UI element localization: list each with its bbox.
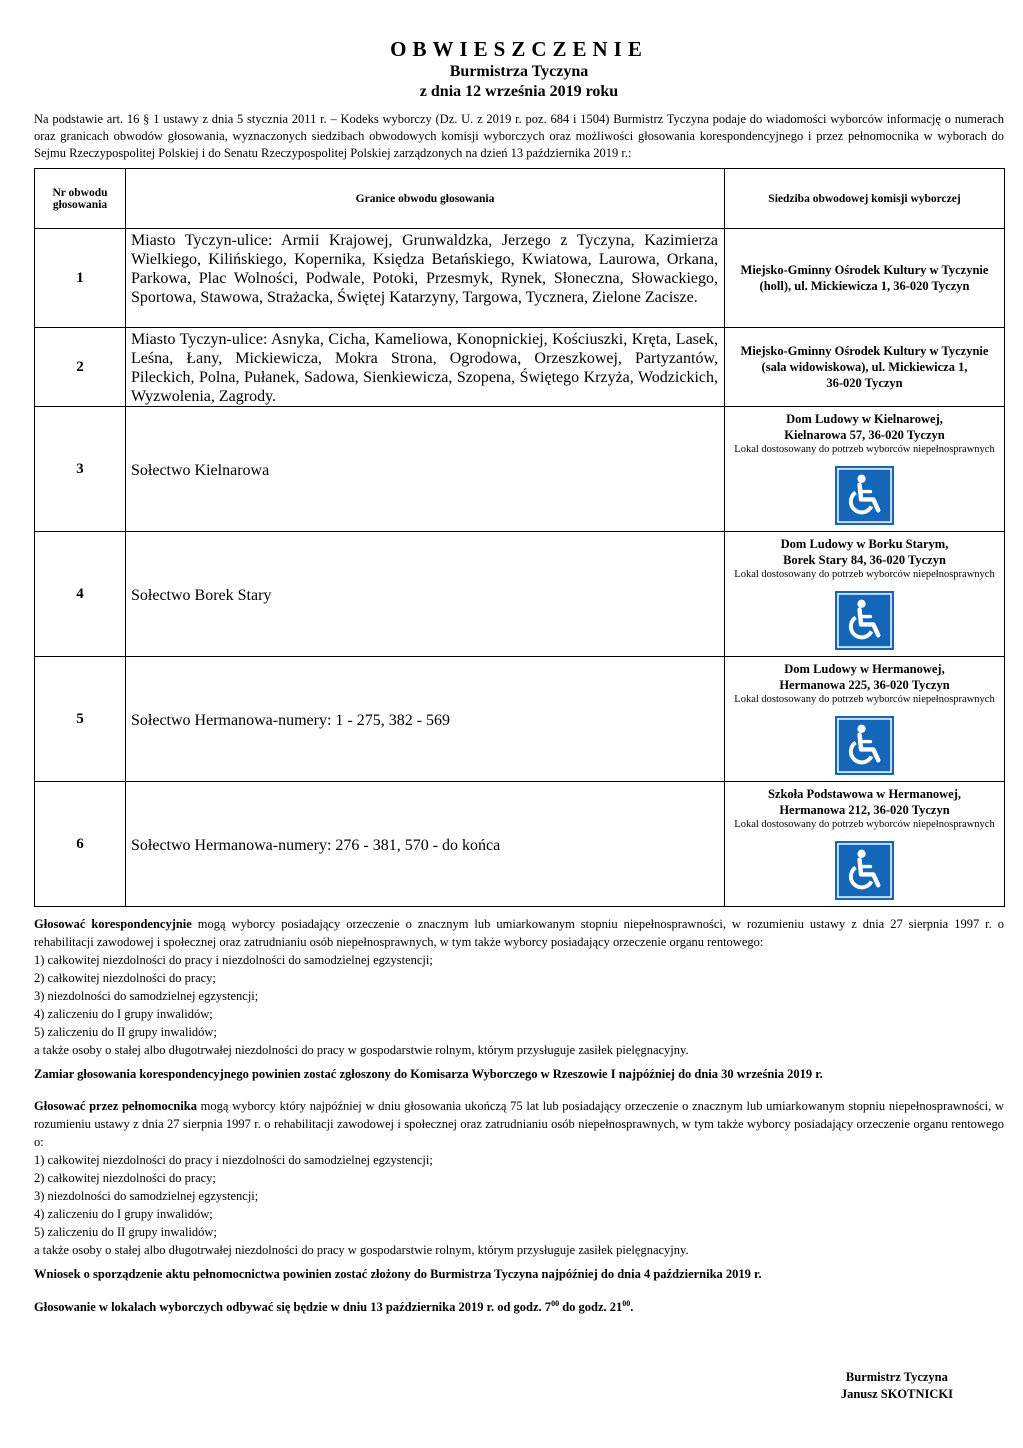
seat-line-2: (sala widowiskowa), ul. Mickiewicza 1, — [761, 359, 968, 374]
document-subtitle: Burmistrza Tyczyna — [449, 63, 589, 80]
seat-line-1: Miejsko-Gminny Ośrodek Kultury w Tyczynie — [740, 262, 989, 277]
accessibility-note: Lokal dostosowany do potrzeb wyborców niepełnosprawnych — [734, 694, 995, 705]
list-item: 1) całkowitej niezdolności do pracy i niezdolności do samodzielnej egzystencji; — [34, 953, 433, 967]
district-number: 4 — [35, 532, 126, 657]
list-item: 5) zaliczeniu do II grupy inwalidów; — [34, 1225, 217, 1239]
commission-seat — [725, 532, 1005, 657]
signature-block — [841, 1369, 953, 1403]
proxy-tail: a także osoby o stałej albo długotrwałej niezdolności do pracy w gospodarstwie rolnym, którym przysługuje zasiłek pielęgnacyjny. — [34, 1243, 689, 1257]
proxy-section — [34, 1097, 1004, 1259]
document-date: z dnia 12 września 2019 roku — [419, 83, 619, 100]
header-nr: Nr obwodu głosowania — [35, 169, 126, 229]
table-header-row — [35, 169, 1005, 229]
seat-line-2: Borek Stary 84, 36-020 Tyczyn — [783, 553, 946, 567]
district-boundaries: Miasto Tyczyn-ulice: Asnyka, Cicha, Kameliowa, Konopnickiej, Kościuszki, Kręta, Lasek, Leśna, Łany, Mickiewicza, Mokra Strona, Ogrodowa, Orzeszkowej, Partyzantów, Pileckich, Polna, Pułanek, Sadowa, Sienkiewicza, Szopena, Świętego Krzyża, Wodzickich, Wyzwolenia, Zagrody. — [126, 328, 725, 407]
document-title: OBWIESZCZENIE — [390, 37, 648, 61]
seat-line-3: 36-020 Tyczyn — [826, 375, 903, 390]
voting-hours-text-c: . — [630, 1300, 634, 1315]
list-item: 5) zaliczeniu do II grupy inwalidów; — [34, 1025, 217, 1039]
correspondence-text: mogą wyborcy posiadający orzeczenie o znacznym lub umiarkowanym stopniu niepełnosprawności, w rozumieniu ustawy z dnia 27 sierpnia 1997 r. o rehabilitacji zawodowej i społecznej oraz zatrudnianiu osób niepełnosprawnych, w tym także wyborcy posiadający orzeczenie organu rentowego: — [34, 917, 1004, 949]
proxy-lead: Głosować przez pełnomocnika — [34, 1099, 197, 1113]
table-row — [35, 229, 1005, 328]
seat-line-1: Miejsko-Gminny Ośrodek Kultury w Tyczynie — [740, 343, 989, 358]
signature-role: Burmistrz Tyczyna — [845, 1370, 948, 1384]
list-item: 4) zaliczeniu do I grupy inwalidów; — [34, 1007, 213, 1021]
accessibility-note: Lokal dostosowany do potrzeb wyborców niepełnosprawnych — [734, 569, 995, 580]
voting-hours-text-a: Głosowanie w lokalach wyborczych odbywać się będzie w dniu 13 października 2019 r. od godz. 7 — [34, 1300, 552, 1315]
notice-document — [34, 36, 1004, 1316]
correspondence-lead: Głosować korespondencyjnie — [34, 917, 192, 931]
header-siedziba: Siedziba obwodowej komisji wyborczej — [725, 169, 1005, 229]
correspondence-tail: a także osoby o stałej albo długotrwałej niezdolności do pracy w gospodarstwie rolnym, którym przysługuje zasiłek pielęgnacyjny. — [34, 1043, 689, 1057]
list-item: 2) całkowitej niezdolności do pracy; — [34, 971, 216, 985]
district-number: 3 — [35, 407, 126, 532]
list-item: 4) zaliczeniu do I grupy inwalidów; — [34, 1207, 213, 1221]
district-boundaries: Sołectwo Hermanowa-numery: 276 - 381, 570 - do końca — [126, 782, 725, 907]
accessibility-note: Lokal dostosowany do potrzeb wyborców niepełnosprawnych — [734, 444, 995, 455]
list-item: 2) całkowitej niezdolności do pracy; — [34, 1171, 216, 1185]
proxy-deadline: Wniosek o sporządzenie aktu pełnomocnictwa powinien zostać złożony do Burmistrza Tyczyna najpóźniej do dnia 4 października 2019 r. — [34, 1267, 762, 1281]
seat-line-2: (holl), ul. Mickiewicza 1, 36-020 Tyczyn — [759, 278, 970, 293]
seat-line-2: Kielnarowa 57, 36-020 Tyczyn — [784, 428, 945, 442]
commission-seat — [725, 229, 1005, 328]
district-boundaries: Sołectwo Hermanowa-numery: 1 - 275, 382 - 569 — [126, 657, 725, 782]
voting-hours-sup-a: 00 — [551, 1299, 560, 1308]
wheelchair-accessibility-icon — [835, 591, 894, 650]
wheelchair-accessibility-icon — [835, 466, 894, 525]
table-row — [35, 328, 1005, 407]
commission-seat — [725, 328, 1005, 407]
district-boundaries: Miasto Tyczyn-ulice: Armii Krajowej, Grunwaldzka, Jerzego z Tyczyna, Kazimierza Wielkiego, Kilińskiego, Kopernika, Księdza Betańskiego, Kwiatowa, Laurowa, Orkana, Parkowa, Plac Wolności, Podwale, Potoki, Przesmyk, Rynek, Słoneczna, Słowackiego, Sportowa, Stawowa, Strażacka, Świętej Katarzyny, Targowa, Tycznera, Zielone Zacisze. — [126, 229, 725, 328]
district-number: 6 — [35, 782, 126, 907]
district-number: 1 — [35, 229, 126, 328]
table-row — [35, 407, 1005, 532]
voting-hours — [34, 1295, 1004, 1316]
district-number: 5 — [35, 657, 126, 782]
voting-hours-sup-b: 00 — [622, 1299, 631, 1308]
list-item: 1) całkowitej niezdolności do pracy i niezdolności do samodzielnej egzystencji; — [34, 1153, 433, 1167]
proxy-text: mogą wyborcy który najpóźniej w dniu głosowania ukończą 75 lat lub posiadający orzeczenie o znacznym lub umiarkowanym stopniu niepełnosprawności, w rozumieniu ustawy z dnia 27 sierpnia 1997 r. o rehabilitacji zawodowej i społecznej oraz zatrudnianiu osób niepełnosprawnych, w tym także wyborcy posiadający orzeczenie organu rentowego o: — [34, 1099, 1004, 1149]
list-item: 3) niezdolności do samodzielnej egzystencji; — [34, 989, 259, 1003]
table-row — [35, 782, 1005, 907]
signature-name: Janusz SKOTNICKI — [840, 1387, 953, 1401]
district-number: 2 — [35, 328, 126, 407]
voting-hours-text-b: do godz. 21 — [559, 1300, 623, 1315]
seat-line-2: Hermanowa 212, 36-020 Tyczyn — [779, 803, 950, 817]
seat-line-1: Dom Ludowy w Kielnarowej, — [786, 412, 943, 426]
commission-seat — [725, 782, 1005, 907]
table-row — [35, 657, 1005, 782]
district-boundaries: Sołectwo Borek Stary — [126, 532, 725, 657]
wheelchair-accessibility-icon — [835, 716, 894, 775]
district-boundaries: Sołectwo Kielnarowa — [126, 407, 725, 532]
header-granice: Granice obwodu głosowania — [126, 169, 725, 229]
proxy-intro — [34, 1097, 1004, 1151]
seat-line-1: Dom Ludowy w Borku Starym, — [780, 537, 949, 551]
correspondence-section — [34, 915, 1004, 1059]
seat-line-1: Szkoła Podstawowa w Hermanowej, — [767, 787, 962, 801]
commission-seat — [725, 657, 1005, 782]
wheelchair-accessibility-icon — [835, 841, 894, 900]
table-row — [35, 532, 1005, 657]
intro-paragraph: Na podstawie art. 16 § 1 ustawy z dnia 5 stycznia 2011 r. – Kodeks wyborczy (Dz. U. z 2019 r. poz. 684 i 1504) Burmistrz Tyczyna podaje do wiadomości wyborców informację o numerach oraz granicach obwodów głosowania, wyznaczonych siedzibach obwodowych komisji wyborczych oraz możliwości głosowania korespondencyjnego i przez pełnomocnika w wyborach do Sejmu Rzeczypospolitej Polskiej i do Senatu Rzeczypospolitej Polskiej zarządzonych na dzień 13 października 2019 r.: — [34, 112, 1004, 160]
accessibility-note: Lokal dostosowany do potrzeb wyborców niepełnosprawnych — [734, 819, 995, 830]
districts-table — [34, 168, 1005, 907]
correspondence-intro — [34, 915, 1004, 951]
correspondence-deadline: Zamiar głosowania korespondencyjnego powinien zostać zgłoszony do Komisarza Wyborczego w Rzeszowie I najpóźniej do dnia 30 września 2019 r. — [34, 1067, 823, 1081]
commission-seat — [725, 407, 1005, 532]
seat-line-1: Dom Ludowy w Hermanowej, — [784, 662, 945, 676]
list-item: 3) niezdolności do samodzielnej egzystencji; — [34, 1189, 259, 1203]
seat-line-2: Hermanowa 225, 36-020 Tyczyn — [779, 678, 950, 692]
